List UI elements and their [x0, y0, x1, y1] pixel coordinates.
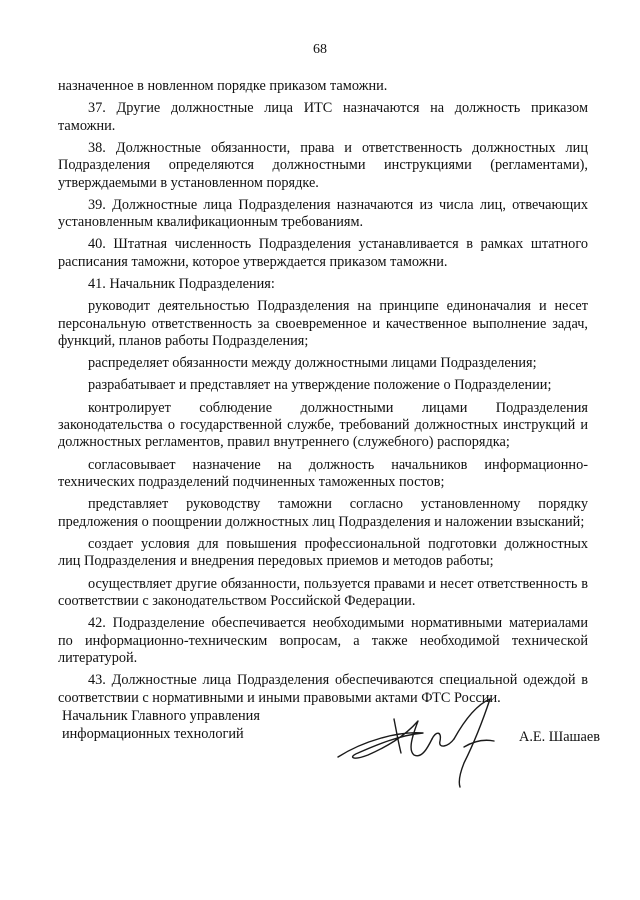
paragraph: распределяет обязанности между должностными лицами Подразделения; — [88, 355, 537, 372]
paragraph: 37. Другие должностные лица ИТС назначаются на должность приказом таможни. — [58, 100, 588, 134]
signature-block — [60, 707, 600, 787]
signatory-name: А.Е. Шашаев — [519, 729, 600, 745]
paragraph: представляет руководству таможни согласно установленному порядку предложения о поощрении должностных лиц Подразделения и наложении взысканий; — [58, 496, 588, 530]
document-body — [58, 78, 588, 712]
paragraph: согласовывает назначение на должность начальников информационно-технических подразделений подчиненных таможенных постов; — [58, 456, 588, 491]
signatory-position-line: информационных технологий — [62, 726, 244, 742]
signatory-position — [62, 707, 260, 743]
signatory-position-line: Начальник Главного управления — [62, 708, 260, 724]
paragraph: 38. Должностные обязанности, права и ответственность должностных лиц Подразделения определяются должностными инструкциями (регламентами), утверждаемыми в установленном порядке. — [58, 139, 588, 191]
page-number: 68 — [313, 42, 327, 57]
paragraph: контролирует соблюдение должностными лицами Подразделения законодательства о государственной службе, требований должностных инструкций и должностных регламентов, правил внутреннего (служебного) распорядка; — [58, 399, 588, 451]
paragraph: разрабатывает и представляет на утверждение положение о Подразделении; — [88, 377, 552, 394]
paragraph: 43. Должностные лица Подразделения обеспечиваются специальной одеждой в соответствии с нормативными и иными правовыми актами ФТС России. — [58, 672, 588, 706]
paragraph: осуществляет другие обязанности, пользуется правами и несет ответственность в соответствии с законодательством Российской Федерации. — [58, 575, 588, 609]
handwritten-signature — [328, 695, 528, 790]
paragraph: руководит деятельностью Подразделения на принципе единоначалия и несет персональную ответственность за своевременное и качественное выполнение задач, функций, планов работы Подразделения; — [58, 298, 588, 350]
paragraph: создает условия для повышения профессиональной подготовки должностных лиц Подразделения и внедрения передовых приемов и методов работы; — [58, 535, 588, 570]
paragraph: назначенное в новленном порядке приказом таможни. — [58, 78, 388, 94]
paragraph: 42. Подразделение обеспечивается необходимыми нормативными материалами по информационно-техническим вопросам, а также необходимой технической литературой. — [58, 615, 588, 666]
paragraph: 39. Должностные лица Подразделения назначаются из числа лиц, отвечающих установленным квалификационным требованиям. — [58, 196, 588, 231]
paragraph: 40. Штатная численность Подразделения устанавливается в рамках штатного расписания таможни, которое утверждается приказом таможни. — [58, 236, 588, 270]
paragraph: 41. Начальник Подразделения: — [88, 276, 275, 293]
